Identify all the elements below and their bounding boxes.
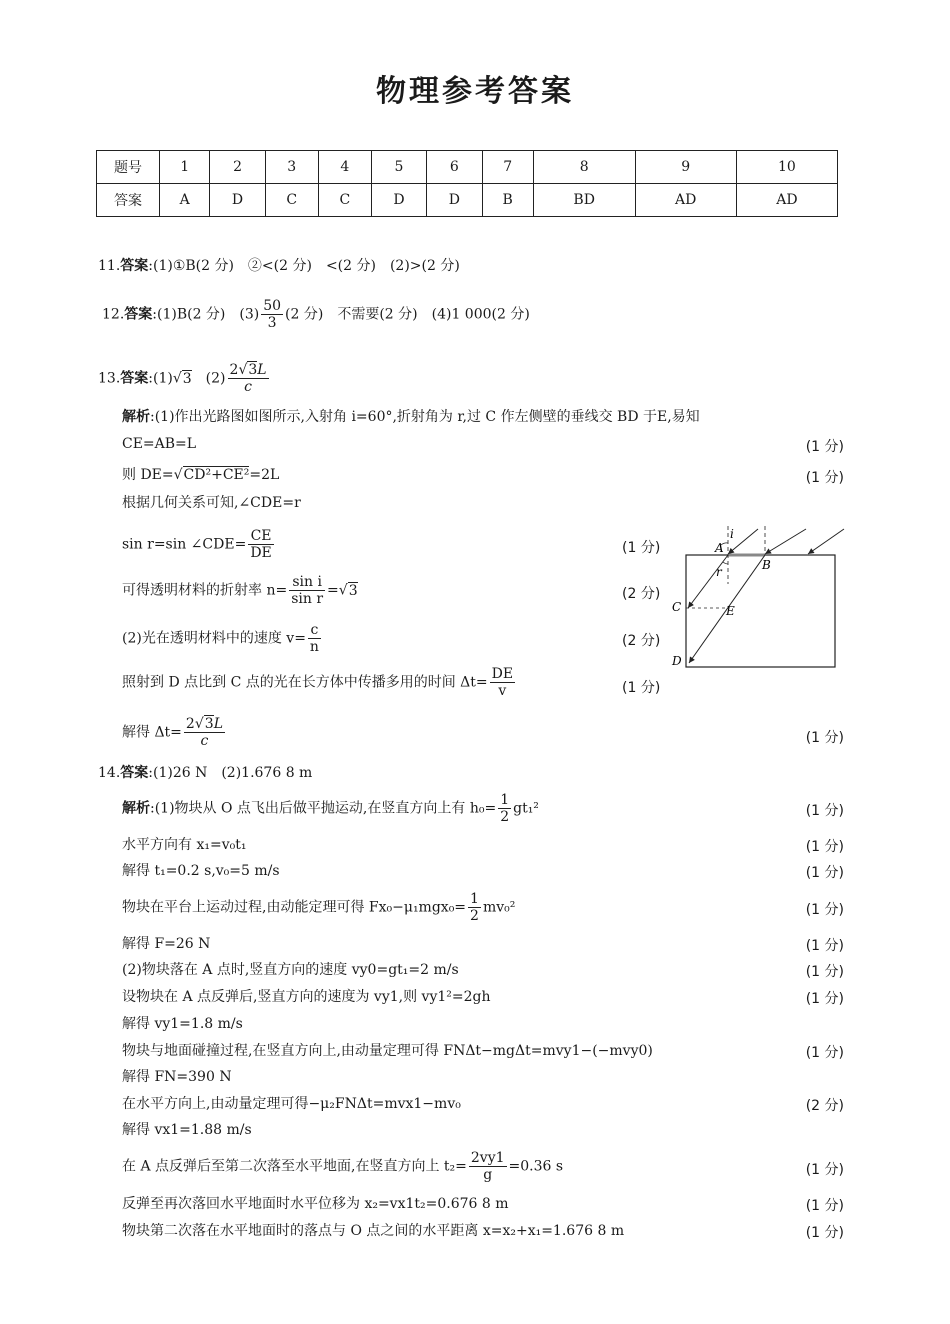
- table-cell: AD: [635, 184, 736, 217]
- score: (1 分): [805, 470, 844, 486]
- table-cell: D: [371, 184, 426, 217]
- q14-expl-line6: (2)物块落在 A 点时,竖直方向的速度 vy0=gt₁=2 m/s: [122, 962, 459, 978]
- incident-ray-b: [765, 529, 806, 554]
- q13-expl-line6: 可得透明材料的折射率 n= $\frac{\text{sin i}}{\text{sin r}}$ =√3: [122, 574, 358, 607]
- q13-expl-line1: 解析:(1)作出光路图如图所示,入射角 i=60°,折射角为 r,过 C 作左侧壁的垂线交 BD 于E,易知: [122, 409, 700, 425]
- q14-expl-line7: 设物块在 A 点反弹后,竖直方向的速度为 vy1,则 vy1²=2gh: [122, 989, 491, 1005]
- q13-expl-line3: 则 DE=√CD²+CE²=2L: [122, 467, 280, 483]
- q14-expl-line10: 解得 FN=390 N: [122, 1069, 232, 1085]
- table-header-number: 题号: [97, 151, 160, 184]
- q14-expl-line9: 物块与地面碰撞过程,在竖直方向上,由动量定理可得 FNΔt−mgΔt=mvy1−(−mvy0): [122, 1043, 653, 1059]
- score: (1 分): [622, 540, 661, 556]
- q14-answer: 14.答案:(1)26 N (2)1.676 8 m: [98, 765, 313, 781]
- fraction: $\frac{2√3L}{c}$: [185, 716, 223, 749]
- table-cell: 9: [635, 151, 736, 184]
- optical-path-diagram: [668, 524, 848, 670]
- table-cell: C: [265, 184, 318, 217]
- q14-expl-line2: 水平方向有 x₁=v₀t₁: [122, 837, 247, 853]
- score: (1 分): [805, 902, 844, 918]
- q14-expl-line14: 反弹至再次落回水平地面时水平位移为 x₂=vx1t₂=0.676 8 m: [122, 1196, 509, 1212]
- answer-table: [96, 150, 838, 217]
- q14-expl-line12: 解得 vx1=1.88 m/s: [122, 1122, 252, 1138]
- score: (1 分): [805, 991, 844, 1007]
- table-cell: AD: [736, 184, 837, 217]
- q14-expl-line5: 解得 F=26 N: [122, 936, 211, 952]
- label-b: B: [762, 558, 771, 572]
- table-cell: C: [318, 184, 371, 217]
- q14-expl-line4: 物块在平台上运动过程,由动能定理可得 Fx₀−μ₁mgx₀= $\frac{1}{2}$ mv₀²: [122, 891, 516, 924]
- score: (2 分): [622, 586, 661, 602]
- label-e: E: [726, 604, 735, 618]
- angle-r-arc: [723, 562, 728, 564]
- score: (1 分): [805, 1162, 844, 1178]
- table-cell: 7: [482, 151, 533, 184]
- score: (1 分): [805, 1225, 844, 1241]
- score: (1 分): [622, 680, 661, 696]
- q13-expl-line7: (2)光在透明材料中的速度 v= $\frac{c}{n}$: [122, 622, 319, 655]
- table-cell: 4: [318, 151, 371, 184]
- fraction: $\frac{2√3L}{c}$: [229, 362, 267, 395]
- score: (1 分): [805, 964, 844, 980]
- fraction: $\frac{\text{sin i}}{\text{sin r}}$: [291, 574, 324, 607]
- q14-expl-line13: 在 A 点反弹后至第二次落至水平地面,在竖直方向上 t₂= $\frac{2vy1}{g}$ =0.36 s: [122, 1150, 564, 1183]
- fraction: $\frac{1}{2}$: [470, 891, 479, 924]
- table-cell: BD: [533, 184, 635, 217]
- refracted-ray-c: [688, 555, 728, 608]
- table-cell: 3: [265, 151, 318, 184]
- fraction: $\frac{1}{2}$: [500, 792, 510, 825]
- table-cell: B: [482, 184, 533, 217]
- q14-expl-line3: 解得 t₁=0.2 s,v₀=5 m/s: [122, 863, 280, 879]
- score: (2 分): [805, 1098, 844, 1114]
- fraction: $\frac{CE}{DE}$: [250, 528, 272, 561]
- table-cell: D: [210, 184, 265, 217]
- q13-expl-line9: 解得 Δt= $\frac{2√3L}{c}$: [122, 716, 223, 749]
- fraction: $\frac{2vy1}{g}$: [470, 1150, 505, 1183]
- score: (1 分): [805, 1198, 844, 1214]
- q13-expl-line8: 照射到 D 点比到 C 点的光在长方体中传播多用的时间 Δt= $\frac{DE}{v}$: [122, 666, 514, 699]
- table-cell: 5: [371, 151, 426, 184]
- label-c: C: [672, 600, 682, 614]
- table-header-answer: 答案: [97, 184, 160, 217]
- label-i: i: [730, 527, 734, 541]
- block-rectangle: [686, 555, 835, 667]
- score: (1 分): [805, 938, 844, 954]
- score: (2 分): [622, 633, 661, 649]
- label-d: D: [672, 654, 682, 668]
- fraction: $\frac{DE}{v}$: [491, 666, 514, 699]
- score: (1 分): [805, 865, 844, 881]
- table-cell: 10: [736, 151, 837, 184]
- label-r: r: [716, 565, 722, 579]
- q14-expl-line8: 解得 vy1=1.8 m/s: [122, 1016, 243, 1032]
- q13-answer: 13.答案:(1)√3 (2) $\frac{2√3L}{c}$: [98, 362, 267, 395]
- q13-expl-line2: CE=AB=L: [122, 436, 197, 452]
- score: (1 分): [805, 839, 844, 855]
- table-cell: 2: [210, 151, 265, 184]
- label-a: A: [715, 541, 724, 555]
- table-row-numbers: [97, 151, 838, 184]
- table-cell: 8: [533, 151, 635, 184]
- table-cell: 6: [427, 151, 482, 184]
- score: (1 分): [805, 439, 844, 455]
- q11-answer: 11.答案:(1)①B(2 分) ②<(2 分) <(2 分) (2)>(2 分): [98, 258, 460, 274]
- q13-expl-line5: sin r=sin ∠CDE= $\frac{CE}{DE}$: [122, 528, 272, 561]
- score: (1 分): [805, 730, 844, 746]
- fraction: $\frac{50}{3}$: [263, 298, 282, 331]
- incident-ray-c: [808, 529, 844, 554]
- score: (1 分): [805, 1045, 844, 1061]
- q12-answer: 12.答案:(1)B(2 分) (3) $\frac{50}{3}$ (2 分) 不需要(2 分) (4)1 000(2 分): [102, 298, 530, 331]
- q13-expl-line4: 根据几何关系可知,∠CDE=r: [122, 495, 301, 511]
- page-title: 物理参考答案: [376, 74, 574, 109]
- score: (1 分): [805, 803, 844, 819]
- table-row-answers: [97, 184, 838, 217]
- q14-expl-line15: 物块第二次落在水平地面时的落点与 O 点之间的水平距离 x=x₂+x₁=1.676 8 m: [122, 1223, 625, 1239]
- q14-expl-line11: 在水平方向上,由动量定理可得−μ₂FNΔt=mvx1−mv₀: [122, 1096, 461, 1112]
- q14-expl-line1: 解析:(1)物块从 O 点飞出后做平抛运动,在竖直方向上有 h₀= $\frac{1}{2}$ gt₁²: [122, 792, 539, 825]
- table-cell: A: [160, 184, 210, 217]
- table-cell: 1: [160, 151, 210, 184]
- fraction: $\frac{c}{n}$: [309, 622, 319, 655]
- table-cell: D: [427, 184, 482, 217]
